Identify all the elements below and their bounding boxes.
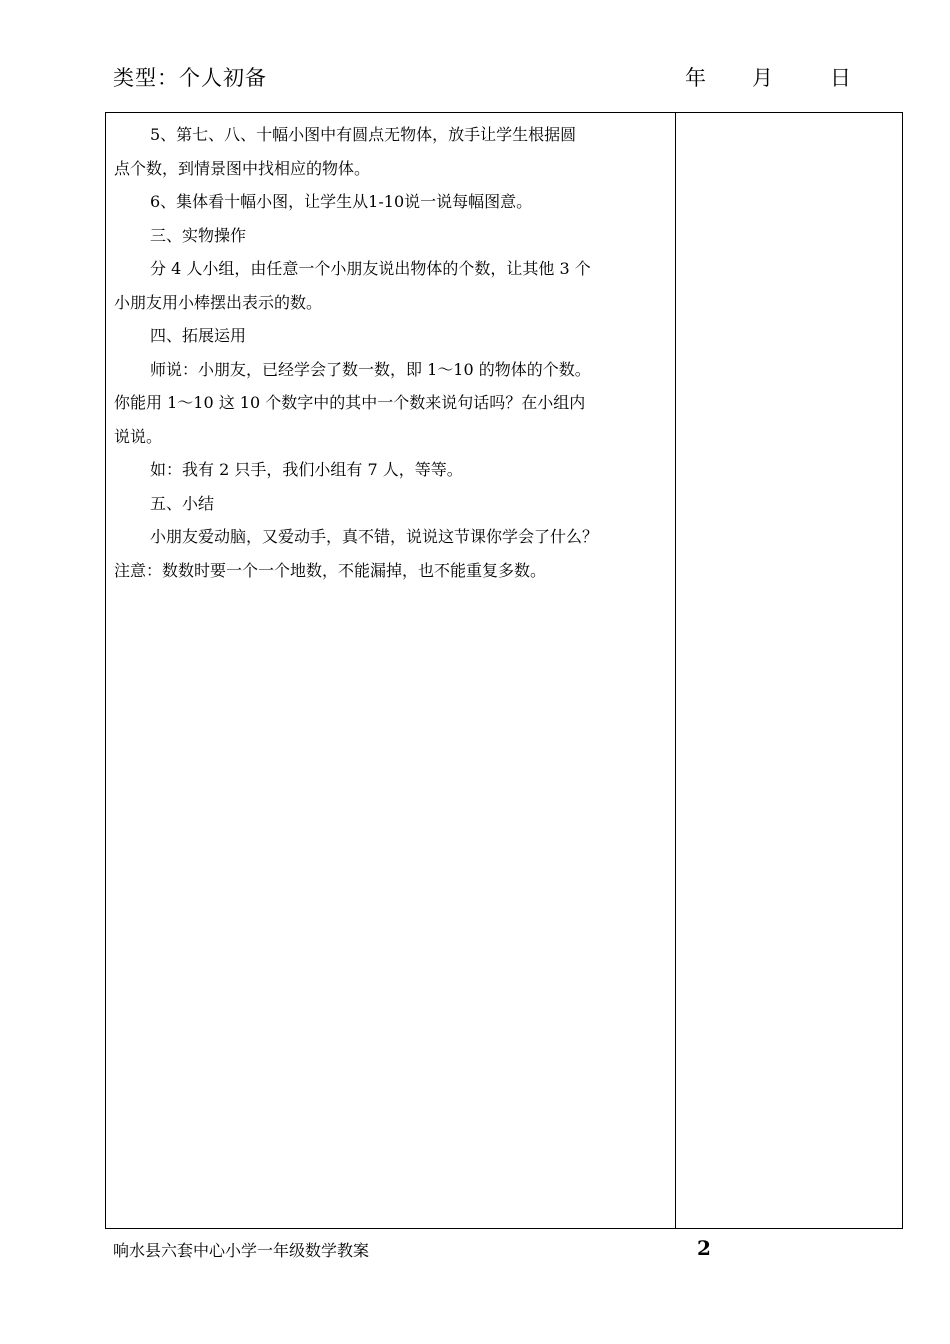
section-heading: 四、拓展运用 [150,326,247,345]
page-number: 2 [697,1236,711,1260]
content-line: 师说：小朋友，已经学会了数一数，即 1～10 的物体的个数。 [150,359,591,379]
lesson-plan-table [105,112,903,1229]
date-year-label: 年 [685,66,706,90]
section-heading: 三、实物操作 [150,225,247,245]
section-heading: 五、小结 [150,493,215,513]
content-line: 分 4 人小组，由任意一个小朋友说出物体的个数，让其他 3 个 [150,259,591,278]
content-line: 5、第七、八、十幅小图中有圆点无物体，放手让学生根据圆 [150,125,577,144]
lesson-content-cell [114,118,668,587]
notes-cell [677,113,902,1228]
date-day-label: 日 [830,66,851,90]
date-month-label: 月 [752,66,773,90]
content-line: 如：我有 2 只手，我们小组有 7 人，等等。 [150,460,463,479]
content-line: 小朋友爱动脑，又爱动手，真不错，说说这节课你学会了什么？ [150,527,599,546]
content-line: 小朋友用小棒摆出表示的数。 [114,292,323,312]
content-line: 你能用 1～10 这 10 个数字中的其中一个数来说句话吗？在小组内 [114,393,586,412]
content-line: 6、集体看十幅小图，让学生从1-10说一说每幅图意。 [150,192,533,211]
footer-school-name: 响水县六套中心小学一年级数学教案 [113,1241,370,1260]
document-type-label: 类型：个人初备 [113,66,267,90]
content-line: 注意：数数时要一个一个地数，不能漏掉，也不能重复多数。 [114,560,547,580]
column-divider [675,113,676,1228]
content-line: 点个数，到情景图中找相应的物体。 [114,158,371,178]
content-line: 说说。 [114,426,163,446]
